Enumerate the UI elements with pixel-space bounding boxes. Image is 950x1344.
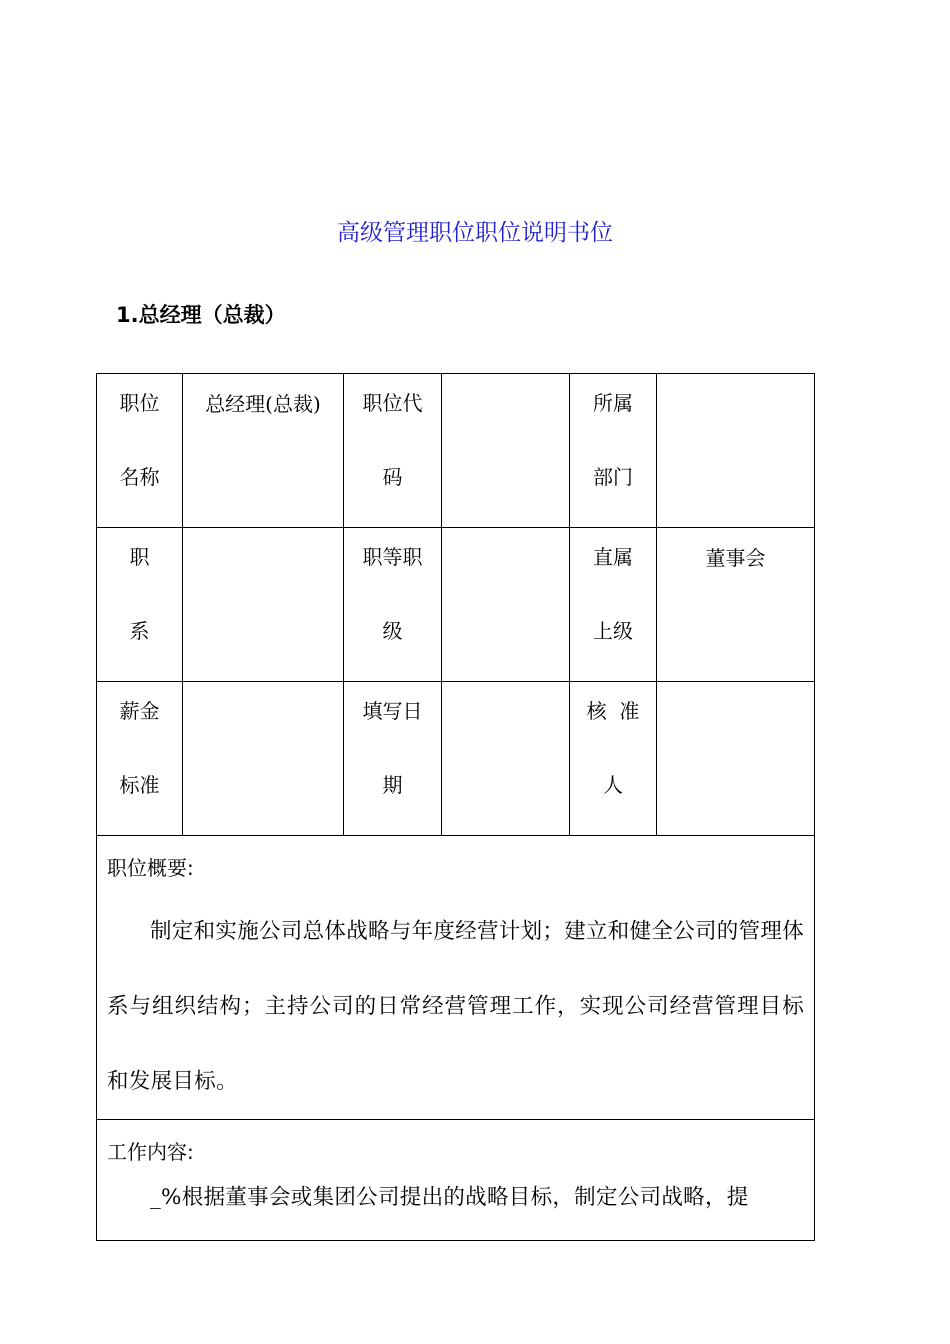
table-row	[97, 374, 815, 528]
job-family-label: 职 系	[97, 528, 183, 682]
approver-value	[657, 682, 815, 836]
table-row	[97, 528, 815, 682]
fill-date-label: 填写日 期	[344, 682, 442, 836]
position-summary-cell	[97, 836, 815, 1120]
direct-supervisor-label: 直属 上级	[570, 528, 657, 682]
position-name-label: 职位 名称	[97, 374, 183, 528]
direct-supervisor-value: 董事会	[657, 528, 815, 682]
position-name-value: 总经理(总裁)	[183, 374, 344, 528]
work-content-cell	[97, 1120, 815, 1241]
position-code-label: 职位代 码	[344, 374, 442, 528]
position-summary-text: 制定和实施公司总体战略与年度经营计划；建立和健全公司的管理体系与组织结构；主持公司的日常经营管理工作，实现公司经营管理目标和发展目标。	[107, 919, 805, 1094]
approver-label: 核 准 人	[570, 682, 657, 836]
summary-row	[97, 836, 815, 1120]
position-summary-label: 职位概要:	[107, 856, 194, 880]
job-grade-value	[442, 528, 570, 682]
salary-standard-label: 薪金 标准	[97, 682, 183, 836]
job-description-table	[96, 373, 815, 1241]
work-content-label: 工作内容:	[107, 1140, 194, 1164]
job-grade-label: 职等职 级	[344, 528, 442, 682]
job-family-value	[183, 528, 344, 682]
table-row	[97, 682, 815, 836]
salary-standard-value	[183, 682, 344, 836]
fill-date-value	[442, 682, 570, 836]
work-content-text: _%根据董事会或集团公司提出的战略目标，制定公司战略，提	[150, 1185, 749, 1210]
department-value	[657, 374, 815, 528]
department-label: 所属 部门	[570, 374, 657, 528]
section-heading: 1.总经理（总裁）	[116, 303, 286, 327]
position-code-value	[442, 374, 570, 528]
work-row	[97, 1120, 815, 1241]
document-title: 高级管理职位职位说明书位	[337, 220, 613, 246]
